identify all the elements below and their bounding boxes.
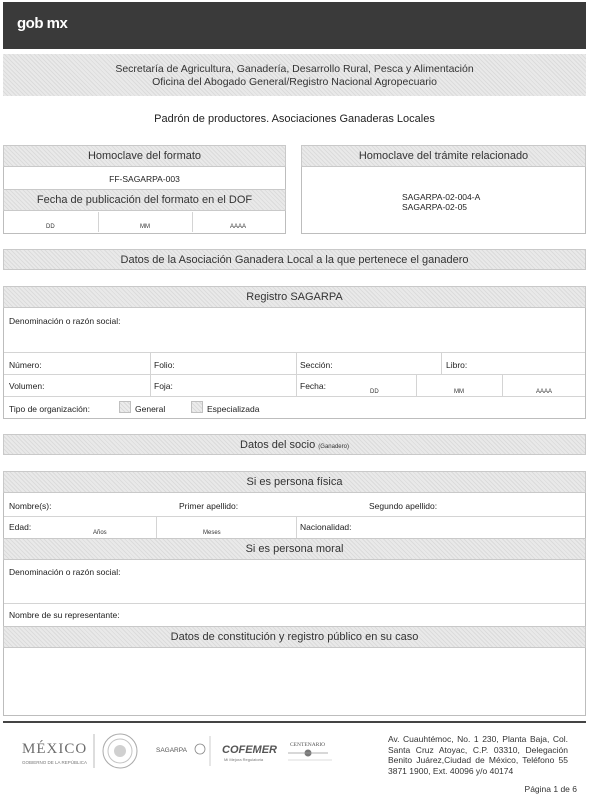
homoclave-formato-title: Homoclave del formato [3,145,286,167]
homoclave-tramite-title: Homoclave del trámite relacionado [301,145,586,167]
registro-sagarpa-box [3,286,586,419]
gobmx-logo: gob mx [17,15,68,32]
representante-label: Nombre de su representante: [9,610,120,620]
page-number: Página 1 de 6 [524,784,577,794]
foja-label: Foja: [154,381,173,391]
primer-apellido-label: Primer apellido: [179,501,239,511]
cofemer-text: COFEMER [222,744,277,756]
socio-data-box [3,471,586,716]
constitucion-title: Datos de constitución y registro público en su caso [3,626,586,648]
folio-label: Folio: [154,360,175,370]
footer-rule [3,721,586,723]
especializada-label: Especializada [207,404,260,414]
general-label: General [135,404,166,414]
header-line-1: Secretaría de Agricultura, Ganadería, Desarrollo Rural, Pesca y Alimentación [115,63,474,75]
homoclave-formato-value[interactable]: FF-SAGARPA-003 [109,174,180,184]
centenario-logo [288,742,332,760]
volumen-label: Volumen: [9,381,45,391]
fisica-title: Si es persona física [3,471,586,493]
fecha-dof-title: Fecha de publicación del formato en el DOF [3,189,286,211]
tipo-organizacion-label: Tipo de organización: [9,404,90,414]
registro-sagarpa-title: Registro SAGARPA [3,286,586,308]
general-checkbox[interactable] [119,401,131,413]
dof-year-field[interactable]: AAAA [230,224,247,230]
socio-subtitle: (Ganadero) [318,444,349,450]
meses-field[interactable]: Meses [203,530,221,536]
libro-label: Libro: [446,360,468,370]
mexico-logo-subtitle: GOBIERNO DE LA REPÚBLICA [22,760,88,765]
registro-day-field[interactable]: DD [370,389,379,395]
segundo-apellido-label: Segundo apellido: [369,501,438,511]
seccion-label: Sección: [300,360,333,370]
cofemer-logo [222,744,277,762]
header-band [3,54,586,96]
moral-title: Si es persona moral [3,538,586,560]
especializada-checkbox[interactable] [191,401,203,413]
centenario-text: CENTENARIO [290,742,326,748]
dof-day-field[interactable]: DD [46,224,55,230]
form-title: Padrón de productores. Asociaciones Ganaderas Locales [154,113,435,125]
homoclave-formato-box [3,145,286,234]
mexico-logo: MÉXICO [22,741,88,757]
sagarpa-logo [156,744,205,754]
socio-section-title [3,434,586,455]
sagarpa-text: SAGARPA [156,747,187,754]
national-seal-icon [103,734,137,768]
anios-field[interactable]: Años [93,530,107,536]
homoclave-tramite-box [301,145,586,234]
nombre-label: Nombre(s): [9,501,52,511]
footer-address: Av. Cuauhtémoc, No. 1 230, Planta Baja, Col. Santa Cruz Atoyac, C.P. 03310, Delegación Benito Juárez,Ciudad de México, Teléfono 55 3871 1900, Ext. 40096 y/o 40174 [388,734,568,776]
header-line-2: Oficina del Abogado General/Registro Nacional Agropecuario [152,76,437,88]
fecha-label: Fecha: [300,381,326,391]
footer-logos [92,730,382,772]
edad-label: Edad: [9,522,32,532]
registro-year-field[interactable]: AAAA [536,389,553,395]
nacionalidad-label: Nacionalidad: [300,522,352,532]
moral-denominacion-label: Denominación o razón social: [9,567,121,577]
registro-denominacion-label: Denominación o razón social: [9,316,121,326]
asociacion-section-title: Datos de la Asociación Ganadera Local a la que pertenece el ganadero [3,249,586,270]
top-bar [3,2,586,49]
socio-title: Datos del socio [240,439,316,451]
tramite-value-1[interactable]: SAGARPA-02-004-A [402,192,481,202]
dof-month-field[interactable]: MM [140,224,150,230]
numero-label: Número: [9,360,42,370]
cofemer-subtitle: Mi Mejora Regulatoria [224,757,264,762]
tramite-value-2[interactable]: SAGARPA-02-05 [402,202,468,212]
registro-month-field[interactable]: MM [454,389,464,395]
